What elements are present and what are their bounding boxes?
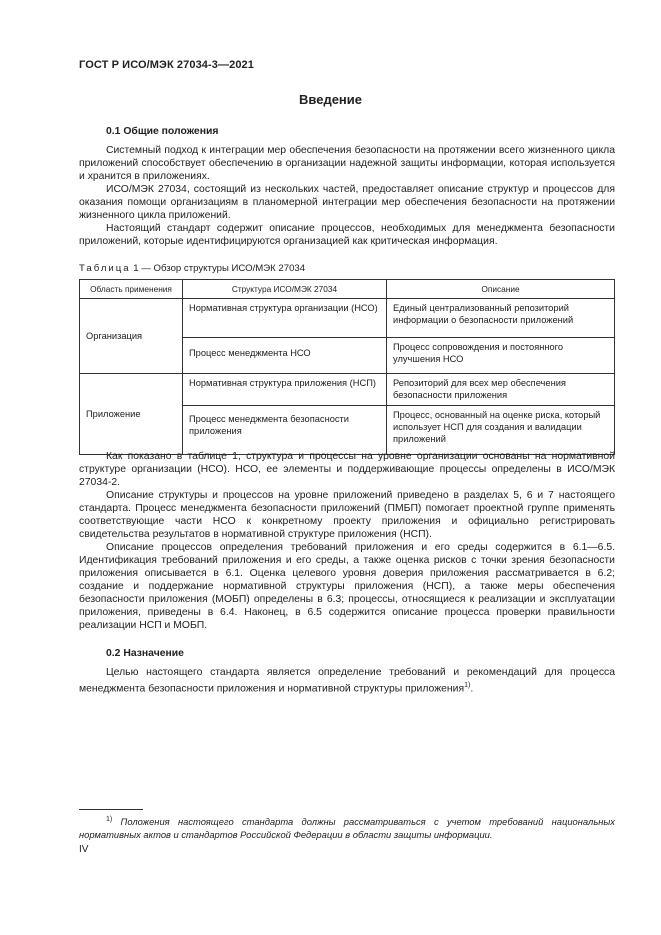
column-header-structure: Структура ИСО/МЭК 27034 (183, 280, 387, 299)
document-header: ГОСТ Р ИСО/МЭК 27034-3—2021 (79, 59, 254, 71)
structure-cell: Процесс менеджмента НСО (183, 338, 387, 374)
table-caption-prefix: Таблица (79, 263, 131, 274)
structure-cell: Процесс менеджмента безопасности приложения (183, 406, 387, 455)
table-caption-text: 1 — Обзор структуры ИСО/МЭК 27034 (133, 263, 306, 274)
column-header-description: Описание (387, 280, 615, 299)
section-general-text (79, 144, 615, 248)
structure-cell: Нормативная структура организации (НСО) (183, 299, 387, 338)
page-title: Введение (299, 92, 362, 107)
description-cell: Процесс сопровождения и постоянного улучшения НСО (387, 338, 615, 374)
section-heading-purpose: 0.2 Назначение (106, 648, 184, 659)
paragraph: Настоящий стандарт содержит описание процессов, необходимых для менеджмента безопасности приложений, которые идентифицируются организацией как критическая информация. (79, 223, 615, 247)
table-caption (79, 263, 305, 274)
table-header-row (80, 280, 615, 299)
overview-table (79, 279, 615, 455)
paragraph: Описание структуры и процессов на уровне приложений приведено в разделах 5, 6 и 7 настоящего стандарта. Процесс менеджмента безопасности приложений (ПМБП) помогает проектной группе применять соответствующие части НСО к конкретному проекту приложения и официально регистрировать свидетельства результатов в нормативной структуре приложения (НСП). (79, 490, 615, 540)
footnote-mark: 1) (106, 816, 113, 823)
paragraph (79, 666, 615, 695)
area-cell: Организация (80, 299, 183, 374)
footnote-reference[interactable]: 1) (464, 682, 471, 689)
purpose-text-end: . (470, 683, 474, 695)
paragraph: Описание процессов определения требований приложения и его среды содержится в 6.1—6.5. Идентификация требований приложения и его среды, а также оценка рисков с точки зрения безопасности приложения описывается в 6.1. Оценка целевого уровня доверия приложения рассматривается в 6.2; создание и поддержание нормативной структуры приложения (НСП), а также меры обеспечения безопасности приложения (МОБП) определены в 6.3; процессы, относящиеся к реализации и эксплуатации приложения, приведены в 6.4. Наконец, в 6.5 содержится описание процесса проверки правильности реализации НСП и МОБП. (79, 542, 615, 631)
description-cell: Единый централизованный репозиторий информации о безопасности приложений (387, 299, 615, 338)
paragraph: Как показано в таблице 1, структура и процессы на уровне организации основаны на нормативной структуре организации (НСО). НСО, ее элементы и поддерживающие процессы определены в ИСО/МЭК 27034-2. (79, 451, 615, 488)
paragraph: Системный подход к интеграции мер обеспечения безопасности на протяжении всего жизненного цикла приложений способствует обеспечению в организации надежной защиты информации, которая используется и хранится в приложениях. (79, 145, 615, 182)
purpose-text: Целью настоящего стандарта является определение требований и рекомендаций для процесса менеджмента безопасности приложения и нормативной структуры приложения (79, 667, 615, 695)
area-cell: Приложение (80, 374, 183, 455)
column-header-area: Область применения (80, 280, 183, 299)
footnote (79, 814, 615, 841)
table-row (80, 299, 615, 338)
footnote-text: Положения настоящего стандарта должны рассматриваться с учетом требований национальных нормативных актов и стандартов Российской Федерации в области защиты информации. (79, 816, 615, 840)
section-heading-general: 0.1 Общие положения (106, 126, 219, 137)
after-table-text (79, 450, 615, 632)
structure-cell: Нормативная структура приложения (НСП) (183, 374, 387, 406)
page-number: IV (79, 844, 89, 855)
footnote-divider (79, 809, 143, 810)
description-cell: Репозиторий для всех мер обеспечения безопасности приложения (387, 374, 615, 406)
paragraph: ИСО/МЭК 27034, состоящий из нескольких частей, предоставляет описание структур и процессов для оказания помощи организациям в планомерной интеграции мер обеспечения безопасности на протяжении жизненного цикла приложений. (79, 184, 615, 221)
section-purpose-text (79, 666, 615, 695)
description-cell: Процесс, основанный на оценке риска, который использует НСП для создания и валидации приложений (387, 406, 615, 455)
table-row (80, 374, 615, 406)
